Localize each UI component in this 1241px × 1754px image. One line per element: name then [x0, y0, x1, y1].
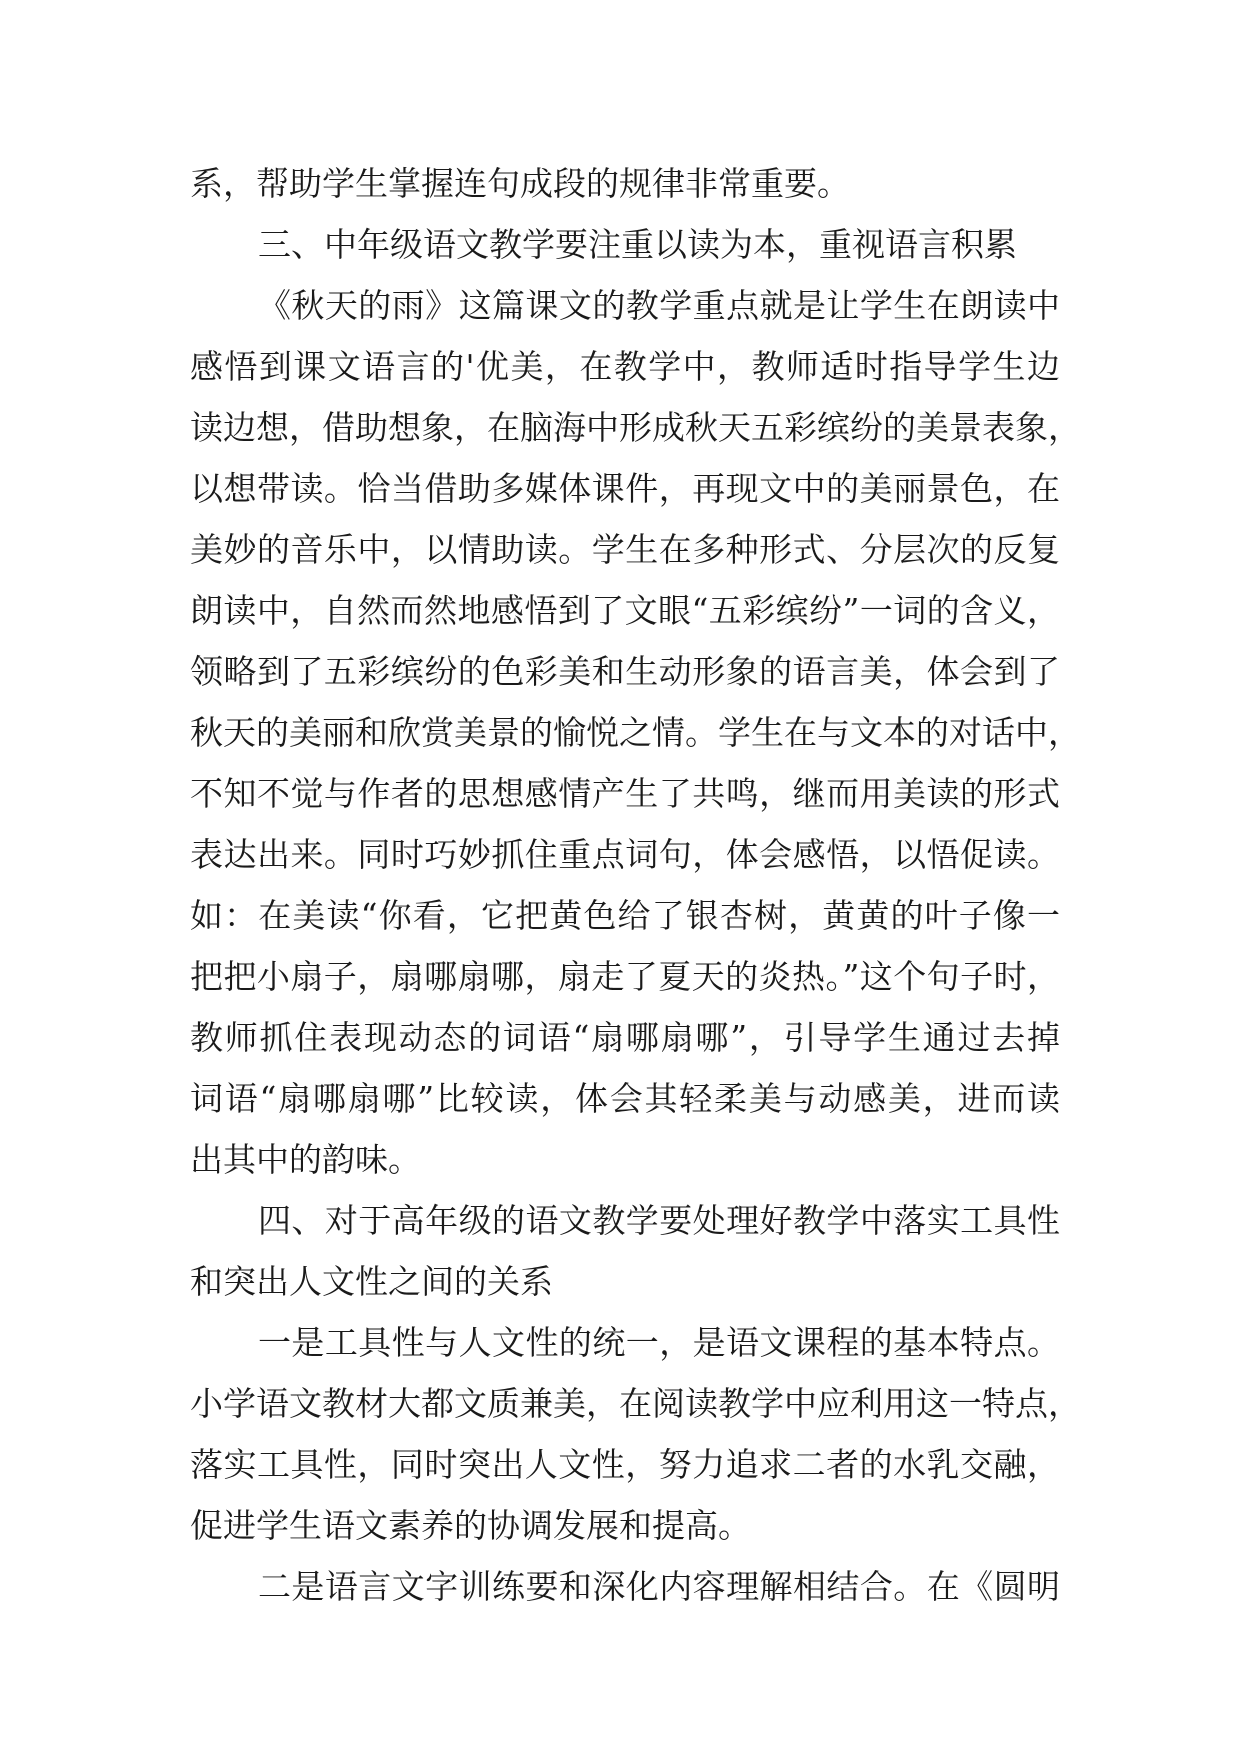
text-line: 系，帮助学生掌握连句成段的规律非常重要。: [190, 164, 850, 203]
text-line: 二是语言文字训练要和深化内容理解相结合。在《圆明: [258, 1567, 1060, 1606]
text-line: 小学语文教材大都文质兼美，在阅读教学中应利用这一特点，: [190, 1384, 1081, 1423]
text-line: 词语“扇哪扇哪”比较读，体会其轻柔美与动感美，进而读: [190, 1079, 1060, 1118]
text-line: 表达出来。同时巧妙抓住重点词句，体会感悟，以悟促读。: [190, 835, 1060, 874]
text-line: 如：在美读“你看，它把黄色给了银杏树，黄黄的叶子像一: [190, 896, 1060, 935]
text-line: 感悟到课文语言的'优美，在教学中，教师适时指导学生边: [190, 347, 1060, 386]
body-text: [190, 153, 1081, 1617]
text-line: 以想带读。恰当借助多媒体课件，再现文中的美丽景色，在: [190, 469, 1060, 508]
text-line: 读边想，借助想象，在脑海中形成秋天五彩缤纷的美景表象，: [190, 408, 1081, 447]
text-line: 和突出人文性之间的关系: [190, 1262, 553, 1301]
text-line: 四、对于高年级的语文教学要处理好教学中落实工具性: [258, 1201, 1060, 1240]
text-line: 一是工具性与人文性的统一，是语文课程的基本特点。: [258, 1323, 1060, 1362]
text-line: 朗读中，自然而然地感悟到了文眼“五彩缤纷”一词的含义，: [190, 591, 1060, 630]
text-line: 把把小扇子，扇哪扇哪，扇走了夏天的炎热。”这个句子时，: [190, 957, 1060, 996]
text-line: 三、中年级语文教学要注重以读为本，重视语言积累: [258, 225, 1017, 264]
text-line: 出其中的韵味。: [190, 1140, 421, 1179]
text-line: 促进学生语文素养的协调发展和提高。: [190, 1506, 751, 1545]
text-line: 秋天的美丽和欣赏美景的愉悦之情。学生在与文本的对话中，: [190, 713, 1081, 752]
text-line: 不知不觉与作者的思想感情产生了共鸣，继而用美读的形式: [190, 774, 1060, 813]
text-line: 教师抓住表现动态的词语“扇哪扇哪”，引导学生通过去掉: [190, 1018, 1060, 1057]
text-line: 落实工具性，同时突出人文性，努力追求二者的水乳交融，: [190, 1445, 1060, 1484]
text-line: 美妙的音乐中，以情助读。学生在多种形式、分层次的反复: [190, 530, 1060, 569]
text-line: 领略到了五彩缤纷的色彩美和生动形象的语言美，体会到了: [190, 652, 1060, 691]
text-line: 《秋天的雨》这篇课文的教学重点就是让学生在朗读中: [258, 286, 1060, 325]
